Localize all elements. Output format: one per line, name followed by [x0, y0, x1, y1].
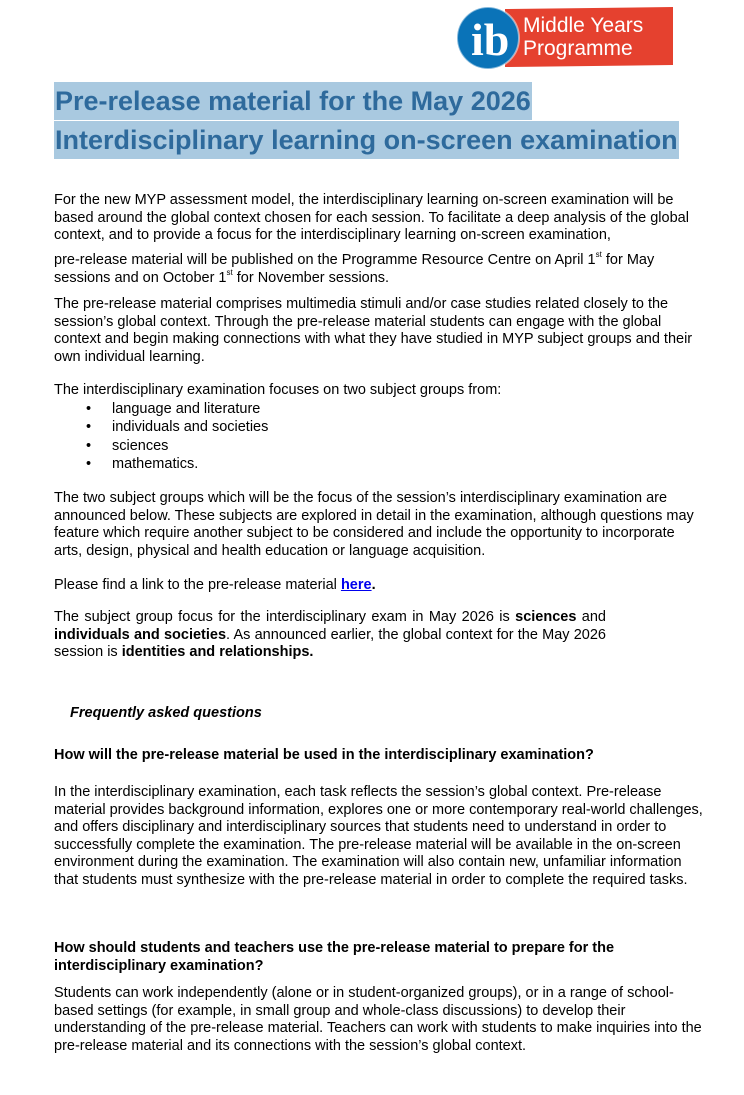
title-line-2: Interdisciplinary learning on-screen examination	[54, 121, 679, 159]
list-item: • mathematics.	[54, 455, 268, 473]
ib-myp-logo	[455, 5, 675, 71]
intro-paragraph-3: The interdisciplinary examination focuses on two subject groups from:	[54, 382, 502, 398]
pre-release-link[interactable]: here	[340, 577, 372, 593]
logo-line1: Middle Years	[523, 14, 644, 37]
publish-text-b: for May sessions and on October 1	[54, 252, 655, 286]
publish-text-a: pre-release material will be published on the Programme Resource Centre on April 1	[54, 252, 596, 268]
intro-paragraph-5	[54, 577, 704, 595]
focus-text-c: and	[576, 609, 606, 625]
faq-answer-2: Students can work independently (alone or in student-organized groups), or in a range of school-based settings (for example, in small group and whole-class discussions) to develop their understanding of the pre-release material. Teachers can work with students to make inquiries into the pre-release material and its connections with the session’s global context.	[54, 985, 702, 1054]
intro-paragraph-6	[54, 609, 606, 662]
logo-letters: ib	[471, 14, 510, 65]
focus-subject-1: sciences	[515, 609, 577, 625]
focus-text-e: . As announced earlier, the global context for the May 2026 session is	[54, 626, 607, 661]
list-item: • sciences	[54, 437, 268, 455]
global-context: identities and relationships.	[121, 644, 314, 661]
sup-st-1: st	[595, 250, 602, 260]
intro-paragraph-1: For the new MYP assessment model, the interdisciplinary learning on-screen examination will be based around the global context chosen for each session. To facilitate a deep analysis of the global context, and to provide a focus for the interdisciplinary learning on-screen examination,	[54, 192, 689, 244]
intro-paragraph-1b	[54, 252, 704, 287]
intro-paragraph-2: The pre-release material comprises multimedia stimuli and/or case studies related closely to the session’s global context. Through the pre-release material students can engage with the global context and begin making connections with what they have studied in MYP subject groups and their own individual learning.	[54, 296, 693, 365]
sup-st-2: st	[226, 267, 233, 277]
faq-question-1: How will the pre-release material be used in the interdisciplinary examination?	[54, 747, 594, 763]
logo-graphic	[455, 5, 675, 71]
subject-list	[54, 400, 268, 474]
link-lead-text: Please find a link to the pre-release material	[54, 577, 341, 593]
faq-question-2: How should students and teachers use the pre-release material to prepare for the interdisciplinary examination?	[54, 940, 615, 974]
title-line-1: Pre-release material for the May 2026	[54, 82, 532, 120]
focus-text-a: The subject group focus for the interdisciplinary exam in May 2026 is	[54, 609, 516, 625]
link-trailing-period: .	[371, 577, 376, 593]
faq-heading: Frequently asked questions	[70, 705, 262, 721]
page-title	[54, 82, 679, 159]
list-item: • language and literature	[54, 400, 268, 418]
intro-paragraph-4: The two subject groups which will be the focus of the session’s interdisciplinary examination are announced below. These subjects are explored in detail in the examination, although questions may feature which require another subject to be considered and include the opportunity to incorporate arts, design, physical and health education or language acquisition.	[54, 490, 694, 559]
list-item: • individuals and societies	[54, 418, 268, 436]
publish-text-c: for November sessions.	[232, 269, 390, 286]
faq-answer-1: In the interdisciplinary examination, each task reflects the session’s global context. Pre-release material provides background information, explores one or more contemporary real-world challenges, and offers disciplinary and interdisciplinary sources that students need to understand in order to successfully complete the examination. The pre-release material will be available in the on-screen environment during the examination. The examination will also contain new, unfamiliar information that students must synthesize with the pre-release material in order to complete the required tasks.	[54, 784, 703, 888]
focus-subject-2: individuals and societies	[54, 626, 227, 643]
logo-line2: Programme	[523, 37, 633, 60]
